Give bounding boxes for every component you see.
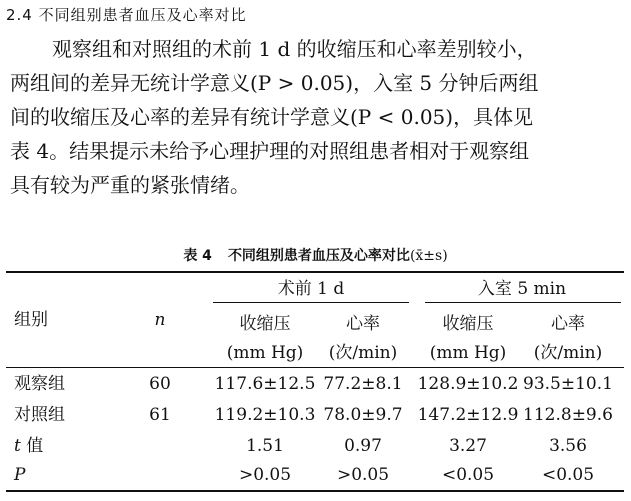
header-systolic-1: 收缩压: [239, 314, 291, 334]
table-top-rule: [6, 271, 624, 273]
header-systolic-2: 收缩压: [442, 314, 494, 334]
row-2-value-1: 119.2±10.3: [214, 405, 316, 425]
row-3-value-4: 3.56: [549, 436, 587, 456]
paragraph-line-3: 间的收缩压及心率的差异有统计学意义(P < 0.05)，具体见: [10, 105, 534, 129]
row-3-value-2: 0.97: [344, 436, 382, 456]
row-2-value-2: 78.0±9.7: [323, 405, 403, 425]
header-heart-rate-1: 心率: [346, 314, 380, 334]
header-unit-bp-1: (mm Hg): [226, 343, 304, 363]
table-caption-label: 表 4: [183, 248, 212, 264]
header-period-1: 术前 1 d: [277, 279, 345, 299]
row-4-value-3: <0.05: [441, 465, 495, 485]
table-header-rule: [6, 367, 624, 368]
period-2-underline: [425, 302, 621, 303]
row-1-value-1: 117.6±12.5: [214, 374, 316, 394]
header-unit-hr-1: (次/min): [328, 343, 398, 363]
header-unit-bp-2: (mm Hg): [429, 343, 507, 363]
row-3-value-1: 1.51: [246, 436, 284, 456]
table-caption: [0, 246, 631, 266]
row-2-value-3: 147.2±12.9: [417, 405, 519, 425]
paragraph-line-1: 观察组和对照组的术前 1 d 的收缩压和心率差别较小，: [52, 37, 537, 61]
row-2-label: 对照组: [14, 405, 65, 425]
header-group: 组别: [14, 310, 48, 330]
row-2-n: 61: [149, 405, 171, 425]
section-title: 不同组别患者血压及心率对比: [38, 6, 247, 24]
row-1-value-2: 77.2±8.1: [323, 374, 403, 394]
row-2-value-4: 112.8±9.6: [523, 405, 613, 425]
header-n: n: [154, 310, 166, 330]
header-period-2: 入室 5 min: [477, 279, 567, 299]
row-1-n: 60: [149, 374, 171, 394]
row-1-value-4: 93.5±10.1: [523, 374, 613, 394]
paragraph-line-4: 表 4。结果提示未给予心理护理的对照组患者相对于观察组: [10, 139, 530, 163]
table-caption-title: 不同组别患者血压及心率对比: [227, 248, 410, 264]
header-unit-hr-2: (次/min): [533, 343, 603, 363]
paragraph-line-2: 两组间的差异无统计学意义(P > 0.05)，入室 5 分钟后两组: [10, 71, 539, 95]
table-caption-stat: (x̄±s): [409, 248, 448, 264]
row-4-value-4: <0.05: [541, 465, 595, 485]
row-4-label: P: [14, 465, 26, 485]
row-3-label: t 值: [14, 436, 44, 456]
row-3-value-3: 3.27: [449, 436, 487, 456]
header-heart-rate-2: 心率: [551, 314, 585, 334]
period-1-underline: [213, 302, 409, 303]
row-1-label: 观察组: [14, 374, 65, 394]
row-1-value-3: 128.9±10.2: [417, 374, 519, 394]
row-4-value-1: >0.05: [238, 465, 292, 485]
section-number: 2.4: [6, 6, 33, 24]
paragraph-line-5: 具有较为严重的紧张情绪。: [10, 173, 250, 197]
table-bottom-rule: [6, 490, 624, 492]
section-heading: [6, 4, 247, 26]
row-4-value-2: >0.05: [336, 465, 390, 485]
